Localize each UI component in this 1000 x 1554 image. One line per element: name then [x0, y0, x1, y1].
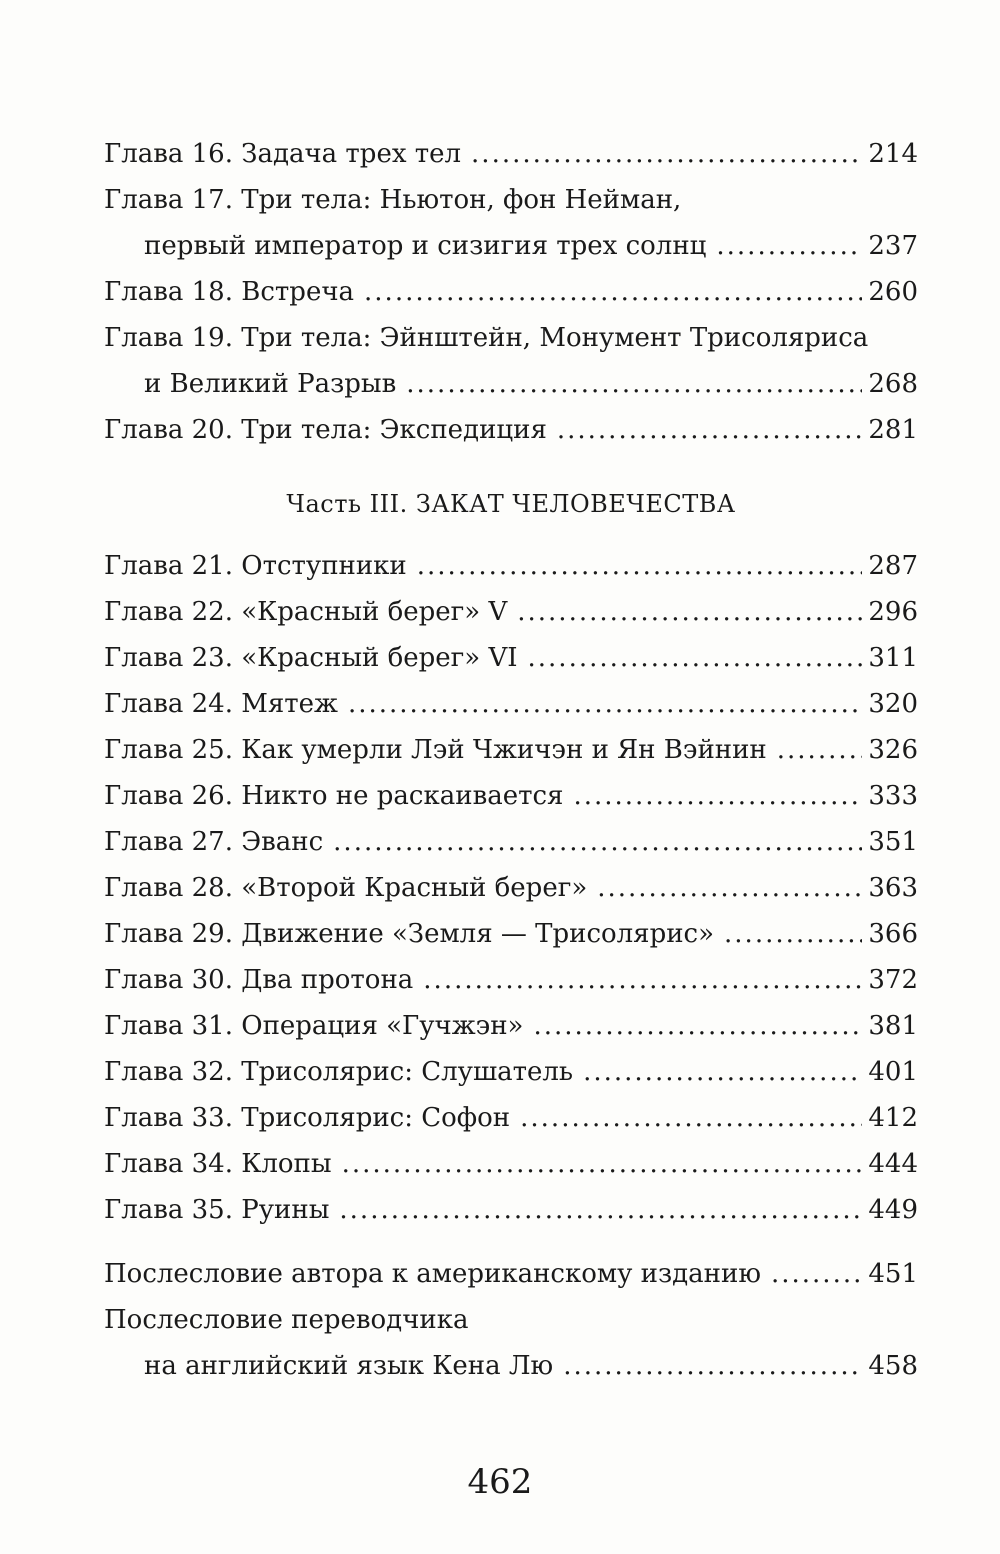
toc-row [104, 957, 918, 1003]
dot-leader [557, 407, 863, 453]
dot-leader [406, 361, 862, 407]
toc-row [104, 407, 918, 453]
toc-row [104, 131, 918, 177]
toc-entry-page: 381 [868, 1011, 918, 1041]
toc-entry [104, 1187, 918, 1233]
toc-entry-page: 320 [868, 689, 918, 719]
toc-entry [104, 635, 918, 681]
toc-row [104, 361, 918, 407]
toc-row [104, 911, 918, 957]
toc-entry-ch18 [104, 269, 918, 315]
toc-entry-page: 372 [868, 965, 918, 995]
part-heading: Часть III. ЗАКАТ ЧЕЛОВЕЧЕСТВА [286, 490, 736, 518]
toc-entry-page: 363 [868, 873, 918, 903]
dot-leader [771, 1251, 862, 1297]
toc-entry-title: Глава 28. «Второй Красный берег» [104, 873, 588, 903]
dot-leader [573, 773, 862, 819]
toc-entry-page: 311 [868, 643, 918, 673]
table-of-contents [104, 131, 918, 1389]
dot-leader [528, 635, 863, 681]
dot-leader [417, 543, 863, 589]
toc-entry-title: Глава 26. Никто не раскаивается [104, 781, 564, 811]
toc-entry-page: 333 [868, 781, 918, 811]
toc-entry-page: 326 [868, 735, 918, 765]
toc-entry-title: Глава 32. Трисолярис: Слушатель [104, 1057, 574, 1087]
toc-entry-page: 214 [868, 139, 918, 169]
toc-entry-page: 412 [868, 1103, 918, 1133]
toc-row [104, 1251, 918, 1297]
dot-leader [597, 865, 862, 911]
toc-row [104, 223, 918, 269]
toc-entry-title: Послесловие автора к американскому изданию [104, 1259, 761, 1289]
toc-entry [104, 957, 918, 1003]
toc-entry-title: Глава 16. Задача трех тел [104, 139, 462, 169]
toc-entry [104, 773, 918, 819]
toc-entry-title: Глава 33. Трисолярис: Софон [104, 1103, 511, 1133]
toc-row [104, 1003, 918, 1049]
dot-leader [517, 589, 862, 635]
toc-entry [104, 819, 918, 865]
toc-entry-ch16 [104, 131, 918, 177]
toc-entry-title-continued: и Великий Разрыв [144, 369, 397, 399]
toc-row [104, 1141, 918, 1187]
toc-entry-ch19 [104, 315, 918, 407]
toc-entry-page: 260 [868, 277, 918, 307]
toc-entry-page: 351 [868, 827, 918, 857]
toc-entry-title: Глава 35. Руины [104, 1195, 330, 1225]
toc-entry-title: Глава 29. Движение «Земля — Трисолярис» [104, 919, 715, 949]
toc-entry-page: 268 [868, 369, 918, 399]
toc-entry [104, 865, 918, 911]
toc-entry [104, 1049, 918, 1095]
toc-row [104, 727, 918, 773]
toc-entry-title: Глава 30. Два протона [104, 965, 414, 995]
toc-row [104, 773, 918, 819]
toc-entry-page: 237 [868, 231, 918, 261]
toc-entry-title: Глава 21. Отступники [104, 551, 407, 581]
toc-entry-page: 451 [868, 1259, 918, 1289]
afterwords [104, 1251, 918, 1389]
toc-entry-title: Глава 20. Три тела: Экспедиция [104, 415, 547, 445]
dot-leader [724, 911, 862, 957]
toc-row [104, 269, 918, 315]
toc-entry-page: 458 [868, 1351, 918, 1381]
dot-leader [471, 131, 862, 177]
toc-row [104, 635, 918, 681]
toc-row [104, 1049, 918, 1095]
toc-entry-title: Глава 25. Как умерли Лэй Чжичэн и Ян Вэйнин [104, 735, 767, 765]
dot-leader [716, 223, 862, 269]
dot-leader [533, 1003, 862, 1049]
toc-entry-title-line: Глава 17. Три тела: Ньютон, фон Нейман, [104, 185, 682, 215]
toc-row [104, 1095, 918, 1141]
toc-entry-ch20 [104, 407, 918, 453]
toc-entry-title: Глава 22. «Красный берег» V [104, 597, 508, 627]
toc-entry [104, 681, 918, 727]
toc-entry-page: 401 [868, 1057, 918, 1087]
dot-leader [563, 1343, 862, 1389]
toc-entry-author-afterword [104, 1251, 918, 1297]
toc-entry-title: Глава 27. Эванс [104, 827, 324, 857]
toc-entry-ch17 [104, 177, 918, 269]
toc-row [104, 1187, 918, 1233]
toc-row [104, 543, 918, 589]
toc-row [104, 819, 918, 865]
toc-entry [104, 1003, 918, 1049]
toc-entry-page: 366 [868, 919, 918, 949]
toc-row [104, 1343, 918, 1389]
dot-leader [364, 269, 862, 315]
page-number: 462 [467, 1462, 533, 1502]
toc-entry-title: Глава 18. Встреча [104, 277, 355, 307]
toc-entry-title-continued: на английский язык Кена Лю [144, 1351, 554, 1381]
toc-entry-page: 281 [868, 415, 918, 445]
dot-leader [423, 957, 862, 1003]
toc-entry-title-line: Глава 19. Три тела: Эйнштейн, Монумент Трисоляриса [104, 323, 869, 353]
toc-entry [104, 1141, 918, 1187]
dot-leader [777, 727, 863, 773]
toc-entry-title: Глава 24. Мятеж [104, 689, 338, 719]
toc-entry [104, 1095, 918, 1141]
dot-leader [520, 1095, 862, 1141]
toc-entry-title-continued: первый император и сизигия трех солнц [144, 231, 707, 261]
toc-row [104, 865, 918, 911]
dot-leader [583, 1049, 862, 1095]
toc-entry-translator-afterword [104, 1297, 918, 1389]
dot-leader [348, 681, 862, 727]
toc-entry-title: Глава 23. «Красный берег» VI [104, 643, 518, 673]
toc-row [104, 681, 918, 727]
toc-entry [104, 911, 918, 957]
toc-row [104, 589, 918, 635]
toc-entry-title: Глава 34. Клопы [104, 1149, 332, 1179]
dot-leader [333, 819, 862, 865]
toc-entry-page: 444 [868, 1149, 918, 1179]
toc-entry-title-line: Послесловие переводчика [104, 1305, 469, 1335]
dot-leader [342, 1141, 863, 1187]
toc-entry [104, 543, 918, 589]
dot-leader [339, 1187, 862, 1233]
toc-entry-page: 287 [868, 551, 918, 581]
toc-entry-page: 296 [868, 597, 918, 627]
toc-entry [104, 589, 918, 635]
toc-entry-page: 449 [868, 1195, 918, 1225]
toc-entry [104, 727, 918, 773]
toc-entry-title: Глава 31. Операция «Гучжэн» [104, 1011, 524, 1041]
